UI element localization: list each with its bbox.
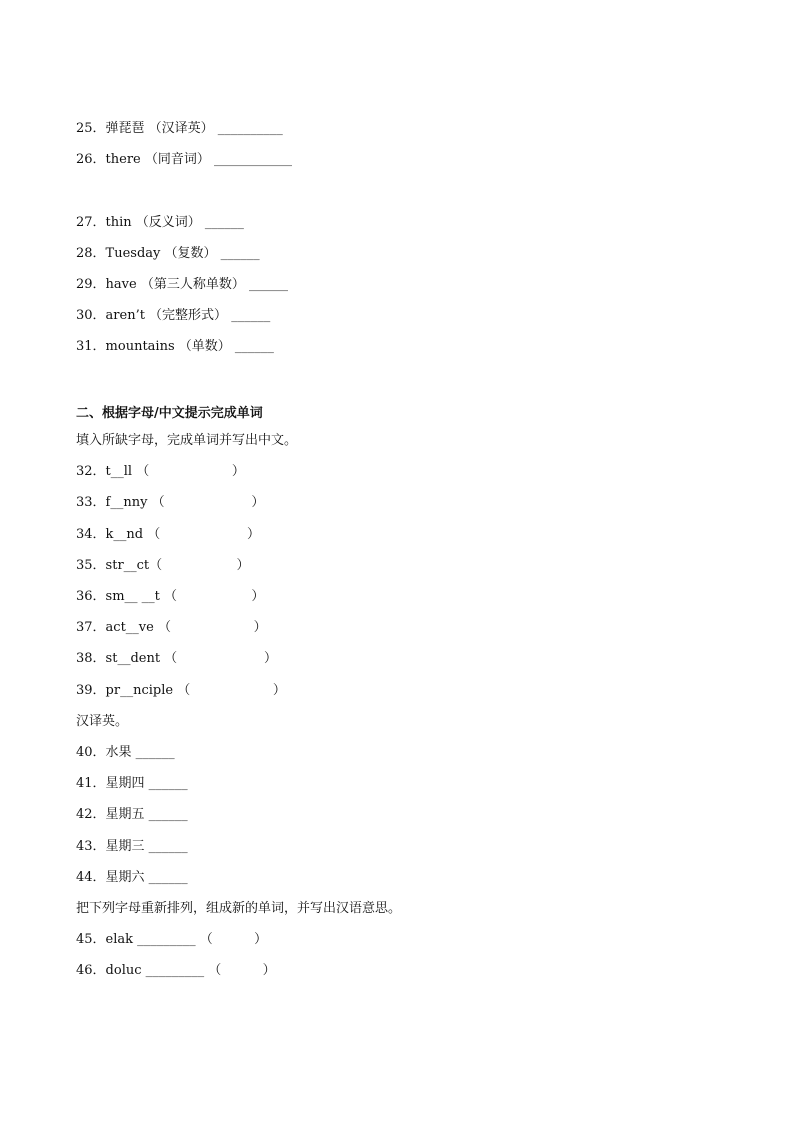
question-37: 37．act__ve （ ）	[76, 620, 267, 635]
instruction-translate: 汉译英。	[76, 714, 129, 729]
question-34: 34．k__nd （ ）	[76, 527, 261, 542]
question-43: 43．星期三 ______	[76, 839, 188, 854]
question-39: 39．pr__nciple （ ）	[76, 683, 286, 698]
question-27: 27．thin （反义词） ______	[76, 215, 244, 230]
question-42: 42．星期五 ______	[76, 807, 188, 822]
question-30: 30．aren’t （完整形式） ______	[76, 308, 271, 323]
question-38: 38．st__dent （ ）	[76, 651, 277, 666]
question-35: 35．str__ct（ ）	[76, 558, 250, 573]
instruction-fill-letters: 填入所缺字母，完成单词并写出中文。	[76, 433, 298, 448]
question-32: 32．t__ll （ ）	[76, 464, 245, 479]
question-36: 36．sm__ __t （ ）	[76, 589, 265, 604]
question-31: 31．mountains （单数） ______	[76, 339, 274, 354]
question-46: 46．doluc _________ （ ）	[76, 963, 276, 978]
question-44: 44．星期六 ______	[76, 870, 188, 885]
question-26: 26．there （同音词） ____________	[76, 152, 293, 167]
question-40: 40．水果 ______	[76, 745, 175, 760]
section-heading: 二、根据字母/中文提示完成单词	[76, 406, 263, 421]
question-33: 33．f__nny （ ）	[76, 495, 265, 510]
question-25: 25．弹琵琶 （汉译英） __________	[76, 121, 283, 136]
question-28: 28．Tuesday （复数） ______	[76, 246, 260, 261]
question-29: 29．have （第三人称单数） ______	[76, 277, 288, 292]
instruction-rearrange: 把下列字母重新排列，组成新的单词，并写出汉语意思。	[76, 901, 402, 916]
question-41: 41．星期四 ______	[76, 776, 188, 791]
question-45: 45．elak _________ （ ）	[76, 932, 268, 947]
